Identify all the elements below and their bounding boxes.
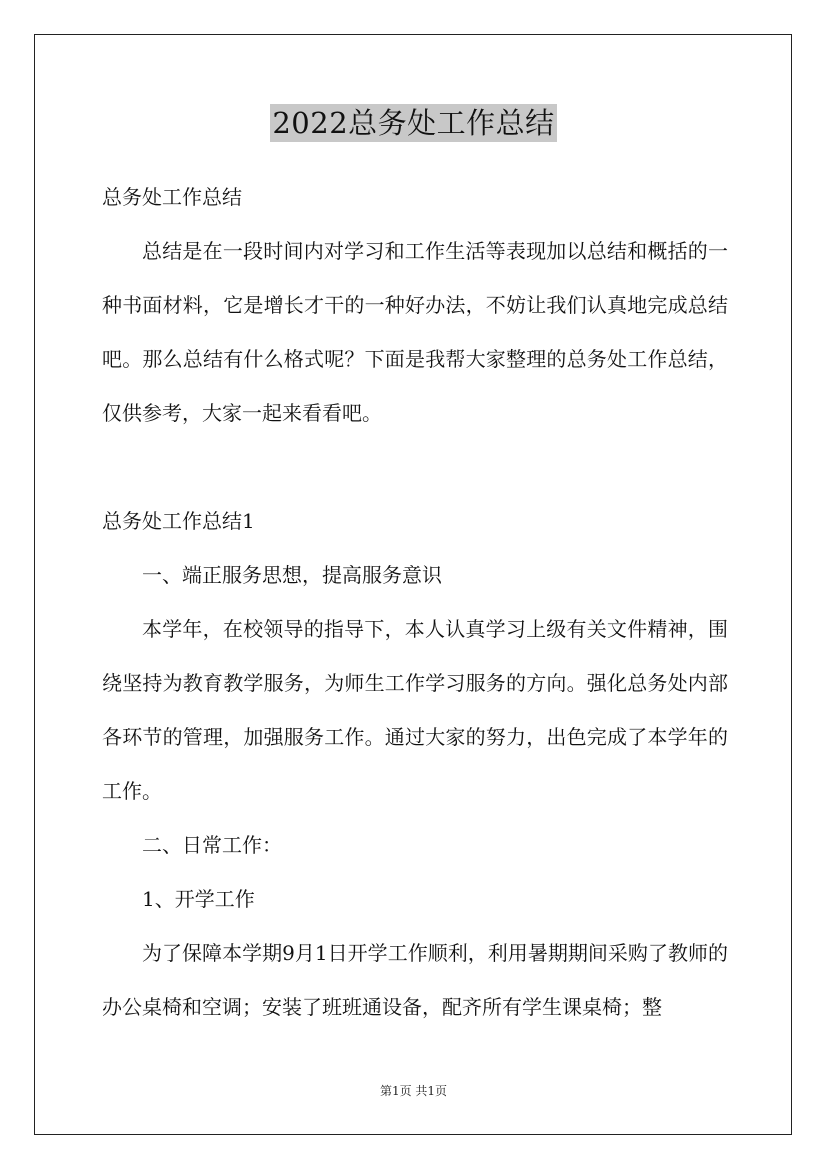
subsection-heading: 一、端正服务思想，提高服务意识 <box>142 563 442 587</box>
subsection-heading: 二、日常工作： <box>142 833 282 857</box>
subsection-heading: 1、开学工作 <box>142 887 255 911</box>
body-paragraph: 为了保障本学期9月1日开学工作顺利，利用暑期期间采购了教师的办公桌椅和空调；安装了班班通设备，配齐所有学生课桌椅；整 <box>102 941 728 1019</box>
body-paragraph: 本学年，在校领导的指导下，本人认真学习上级有关文件精神，围绕坚持为教育教学服务，为师生工作学习服务的方向。强化总务处内部各环节的管理，加强服务工作。通过大家的努力，出色完成了本学年的工作。 <box>102 617 728 803</box>
section-heading: 总务处工作总结1 <box>102 509 255 533</box>
section-heading: 总务处工作总结 <box>102 185 242 209</box>
title-container <box>0 104 827 142</box>
intro-paragraph: 总结是在一段时间内对学习和工作生活等表现加以总结和概括的一种书面材料，它是增长才干的一种好办法，不妨让我们认真地完成总结吧。那么总结有什么格式呢？下面是我帮大家整理的总务处工作总结，仅供参考，大家一起来看看吧。 <box>102 239 728 425</box>
blank-line <box>102 440 728 494</box>
document-title: 2022总务处工作总结 <box>272 106 555 140</box>
page-footer: 第1页 共1页 <box>379 1084 448 1098</box>
document-body <box>102 170 728 1034</box>
